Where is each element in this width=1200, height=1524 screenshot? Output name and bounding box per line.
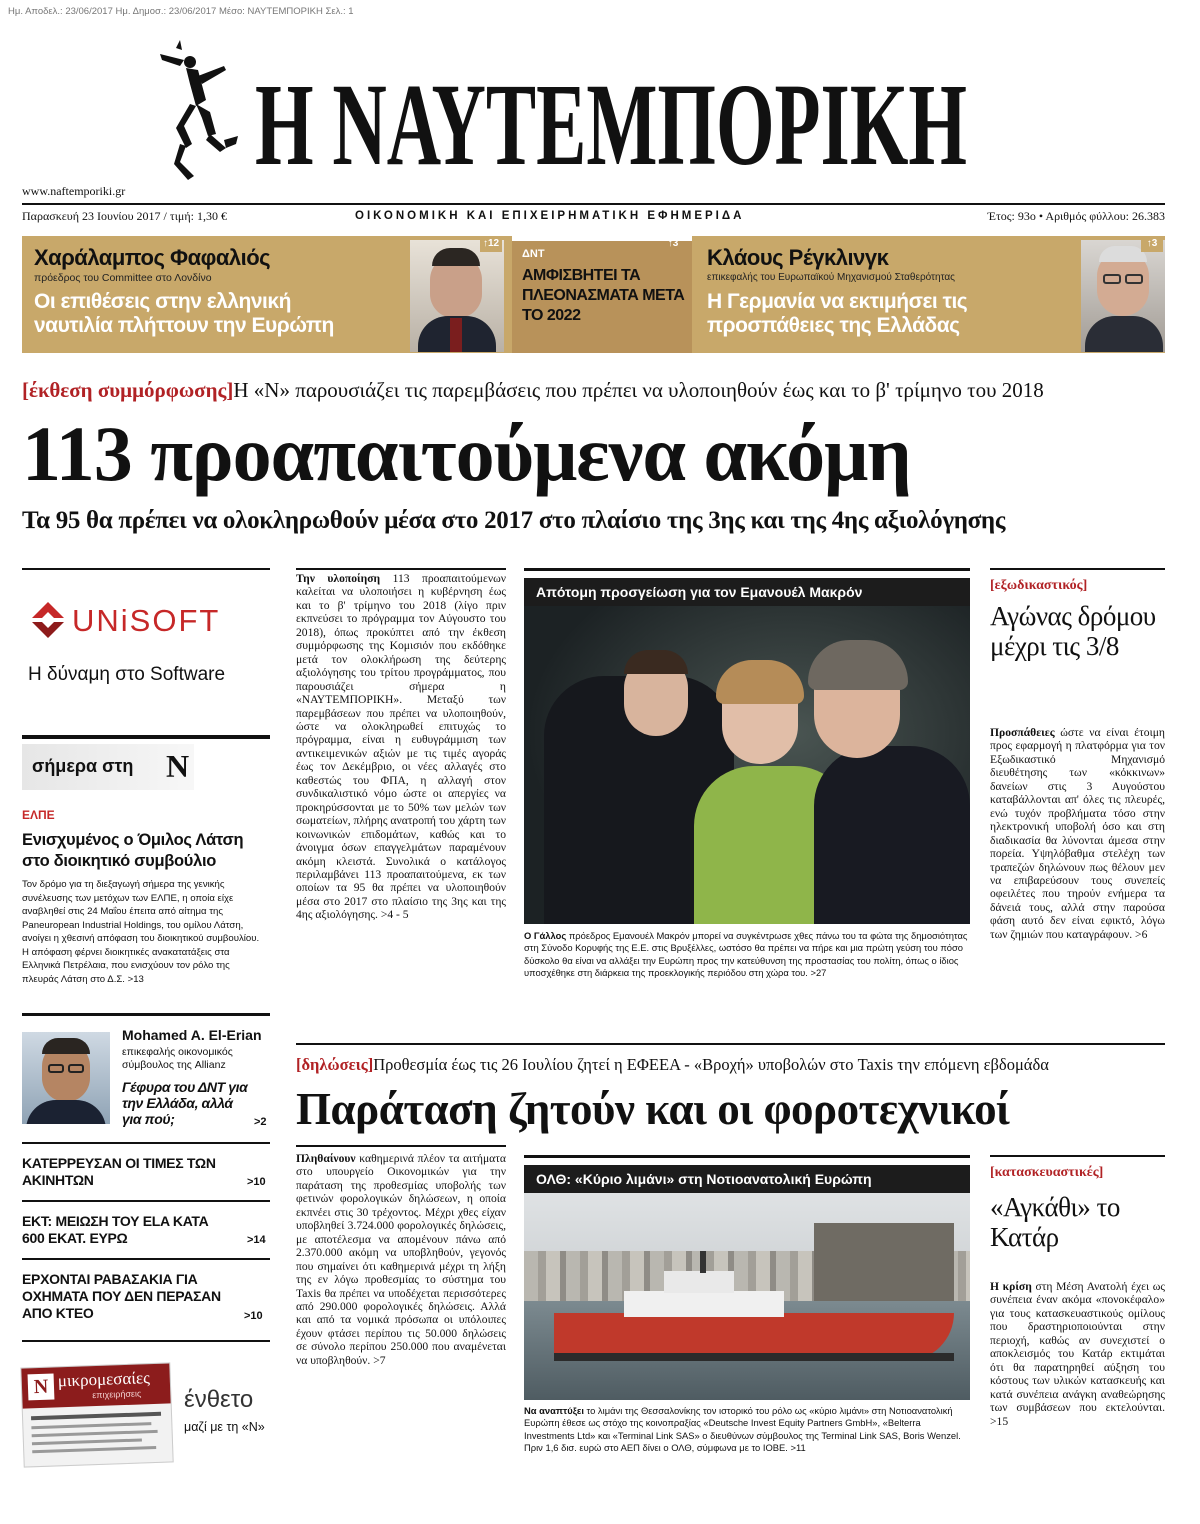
clipping-meta: Ημ. Αποδελ.: 23/06/2017 Ημ. Δημοσ.: 23/06/2017 Μέσο: ΝΑΥΤΕΜΠΟΡΙΚΗ Σελ.: 1 <box>8 6 354 17</box>
teaser-left-role: πρόεδρος του Committee στο Λονδίνο <box>34 272 212 284</box>
teaser-left-headline: Οι επιθέσεις στην ελληνική ναυτιλία πλήττουν την Ευρώπη <box>34 290 334 337</box>
teaser-right-role: επικεφαλής του Ευρωπαϊκού Μηχανισμού Σταθερότητας <box>707 272 955 283</box>
el-erian-quote: Γέφυρα του ΔΝΤ για την Ελλάδα, αλλά για πού; <box>122 1079 248 1127</box>
brief-property-page: >10 <box>247 1176 266 1188</box>
brief-ecb-headline[interactable]: ΕΚΤ: ΜΕΙΩΣΗ ΤΟΥ ELA ΚΑΤΑ 600 ΕΚΑΤ. ΕΥΡΩ <box>22 1213 209 1246</box>
side-bottom-tag: [κατασκευαστικές] <box>990 1165 1104 1180</box>
fafalios-portrait <box>410 240 504 352</box>
teaser-strip <box>22 236 1165 353</box>
unisoft-brand: UNiSOFT <box>72 603 221 638</box>
teaser-right-page: ↑3 <box>1141 238 1163 252</box>
teaser-left-page: ↑12 <box>480 238 502 252</box>
brief-property-headline[interactable]: ΚΑΤΕΡΡΕΥΣΑΝ ΟΙ ΤΙΜΕΣ ΤΩΝ ΑΚΙΝΗΤΩΝ <box>22 1155 216 1188</box>
insert-with: μαζί με τη «Ν» <box>184 1420 265 1434</box>
photo-top-title: Απότομη προσγείωση για τον Εμανουέλ Μακρόν <box>524 578 970 606</box>
photo-bottom-caption: Να αναπτύξει το λιμάνι της Θεσσαλονίκης τον ιστορικό του ρόλο ως «κύριο λιμάνι» στη Νοτιοανατολική Ευρώπη έθεσε ως στόχο της κοινοπραξίας «Deutsche Invest Equity Partners GmbH», «Belterra Investments Ltd» και «Terminal Link SAS» ο διευθύνων σύμβουλος της Terminal Link SAS, Boris Wenzel. Πριν 1,6 δισ. ευρώ στο ΑΕΠ δίνει ο ΟΛΘ, σύμφωνα με το ΙΟΒΕ. >11 <box>524 1405 961 1453</box>
photo-top-caption: Ο Γάλλος πρόεδρος Εμανουέλ Μακρόν μπορεί να συγκέντρωσε χθες πάνω του τα φώτα της δημοσιότητας στη Σύνοδο Κορυφής της Ε.Ε. στις Βρυξέλλες, ωστόσο θα πρέπει να πήρε και μια πρώτη γεύση του πόσο δύσκολο θα είναι να αλλάξει την Ευρώπη προς την κατεύθυνση της προστασίας του πολίτη, όπως ο ίδιος υποσχέθηκε στη διάρκεια της προεκλογικής περιόδου στη χώρα του. >27 <box>524 930 968 978</box>
photo-bottom-title: ΟΛΘ: «Κύριο λιμάνι» στη Νοτιοανατολική Ευρώπη <box>524 1165 970 1193</box>
lead-tag: [έκθεση συμμόρφωσης] <box>22 378 234 402</box>
teaser-center-kicker: ΔΝΤ <box>522 248 545 260</box>
teaser-right-name: Κλάους Ρέγκλινγκ <box>707 245 889 270</box>
teaser-left-name: Χαράλαμπος Φαφαλιός <box>34 245 271 270</box>
el-erian-page: >2 <box>254 1116 267 1128</box>
side-bottom-headline[interactable]: «Αγκάθι» το Κατάρ <box>990 1192 1120 1252</box>
brief-kteo-page: >10 <box>244 1310 263 1322</box>
el-erian-name[interactable]: Mohamed A. El-Erian <box>122 1027 262 1043</box>
regling-portrait <box>1081 240 1165 352</box>
teaser-center-headline: ΑΜΦΙΣΒΗΤΕΙ ΤΑ ΠΛΕΟΝΑΣΜΑΤΑ ΜΕΤΑ ΤΟ 2022 <box>522 267 685 324</box>
teaser-left[interactable] <box>22 236 507 353</box>
insert-title: μικρομεσαίες <box>57 1368 151 1391</box>
insert-label: ένθετο <box>184 1386 254 1413</box>
teaser-center-page: ↑3 <box>667 238 679 249</box>
teaser-right[interactable] <box>697 236 1165 353</box>
side-top-tag: [εξωδικαστικός] <box>990 578 1088 593</box>
brief-ecb-page: >14 <box>247 1234 266 1246</box>
lead-body: Την υλοποίηση 113 προαπαιτούμενων καλείται να υλοποιήσει η κυβέρνηση έως και το β' τρίμηνο του 2018 (λίγο πριν εκπνεύσει το πρόγραμμα τον Αύγουστο του 2018), όπως προκύπτει από την έκθεση συμμόρφωσης της Κομισιόν που εκδόθηκε μετά τον ολοκλήρωση της δεύτερης αξιολόγησης του τρίτου προγράμματος, που παρουσιάζει σήμερα η «ΝΑΥΤΕΜΠΟΡΙΚΗ». Μεταξύ των παρεμβάσεων που πρέπει να υλοποιηθούν, ώστε να ολοκληρωθεί επιτυχώς το πρόγραμμα, είναι η ευθυγράμμιση των αντικειμενικών αξιών με τις τιμές αγοράς έως τον Δεκέμβριο, οι νέες αλλαγές στο καθεστώς του ΦΠΑ, η αλλαγή στον συνδικαλιστικό νόμο ώστε οι απεργίες να προκηρύσσονται με το 50% των μελών των σωματείων, πλήρης ανατροπή του χάρτη των κοινωνικών επιδομάτων, καθώς και το άνοιγμα όσων επαγγελμάτων παραμένουν ακόμη κλειστά. Συνολικά ο κατάλογος περιλαμβάνει 113 προαπαιτούμενα, εκ των οποίων τα 95 θα πρέπει να υλοποιηθούν μέσα στο 2017 στο πλαίσιο της 3ης και της 4ης αξιολόγησης. >4 - 5 <box>296 572 506 922</box>
masthead-tagline: ΟΙΚΟΝΟΜΙΚΗ ΚΑΙ ΕΠΙΧΕΙΡΗΜΑΤΙΚΗ ΕΦΗΜΕΡΙΔΑ <box>355 210 745 222</box>
eu-summit-photo <box>524 606 970 924</box>
second-tag: [δηλώσεις] <box>296 1055 374 1074</box>
second-body: Πληθαίνουν καθημερινά πλέον τα αιτήματα στο υπουργείο Οικονομικών για την παράταση της προθεσμίας υποβολής των φετινών φορολογικών δηλώσεων, η οποία εκπνέει στις 30 τρέχοντος. Μέχρι χθες είχαν υποβληθεί 3.724.000 φορολογικές δηλώσεις, με αποτέλεσμα να απομένουν πάνω από 2.370.000 ακόμη να υποβληθούν, γεγονός που σημαίνει ότι καθημερινά μέχρι τη λήξη της εν λόγω προθεσμίας το σύστημα του Taxis θα πρέπει να υποδέχεται περισσότερες από 290.000 φορολογικές δηλώσεις. Αλλά και από τα νομικά πρόσωπα οι υπόλοιπες έχουν φτάσει περίπου τις 50.000 δηλώσεις σε σύνολο περίπου 250.000 που αναμένεται να υποβληθούν. >7 <box>296 1152 506 1367</box>
side-top-body: Προσπάθειες ώστε να είναι έτοιμη προς εφαρμογή η πλατφόρμα για τον Εξωδικαστικό Μηχανισμό διευθέτησης των «κόκκινων» δανείων στις 3 Αυγούστου καταβάλλονται απ' όλες τις πλευρές, ενώ τυχόν προβλήματα τόσο στην ηλεκτρονική υποβολή όσο και στη διαδικασία θα λύνονται άμεσα στην πορεία. Υψηλόβαθμα στελέχη των τραπεζών δηλώνουν πως θέλουν μεν να επιβαρεύσουν τους συνεπείς οφειλέτες που τηρούν ενήμερα τα δάνειά τους, αλλά στην παρούσα φάση αυτό δεν είναι εφικτό, λόγω των ζημιών που καταγράφουν. >6 <box>990 726 1165 941</box>
date-price: Παρασκευή 23 Ιουνίου 2017 / τιμή: 1,30 € <box>22 209 227 223</box>
elpe-body: Τον δρόμο για τη διεξαγωγή σήμερα της γενικής συνέλευσης των μετόχων των ΕΛΠΕ, η οποία είχε αναβληθεί στις 24 Μαΐου έπειτα από αίτημα της Paneuropean Industrial Holdings, του ομίλου Λάτση, ανοίγει η χθεσινή απόφαση του διοικητικού συμβουλίου. Η απόφαση φέρνει διοικητικές ανακατατάξεις στα Ελληνικά Πετρέλαια, που ενισχύουν τον ρόλο της πλευράς Λάτση στο Δ.Σ. >13 <box>22 879 260 985</box>
svg-text:Η ΝΑΥΤΕΜΠΟΡΙΚΗ: Η ΝΑΥΤΕΜΠΟΡΙΚΗ <box>255 72 967 182</box>
insert-cover[interactable]: Ν μικρομεσαίες επιχειρήσεις <box>20 1362 173 1467</box>
teaser-right-headline: Η Γερμανία να εκτιμήσει τις προσπάθειες της Ελλάδας <box>707 290 968 337</box>
today-badge: σήμερα στη Ν <box>22 744 194 790</box>
second-headline[interactable]: Παράταση ζητούν και οι φοροτεχνικοί <box>296 1084 1010 1134</box>
thessaloniki-port-photo <box>524 1193 970 1400</box>
el-erian-role: επικεφαλής οικονομικός σύμβουλος της Allianz <box>122 1046 233 1071</box>
lead-subhead: Τα 95 θα πρέπει να ολοκληρωθούν μέσα στο 2017 στο πλαίσιο της 3ης και της 4ης αξιολόγησης <box>22 507 1006 534</box>
lead-headline[interactable]: 113 προαπαιτούμενα ακόμη <box>22 410 911 497</box>
hermes-logo-icon <box>150 40 242 190</box>
side-bottom-body: Η κρίση στη Μέση Ανατολή έχει ως συνέπεια έναν ακόμα «πονοκέφαλο» για τους κατασκευαστικούς ομίλους που δραστηριοποιούνται στην περιοχή, καθώς αν συνεχιστεί ο αποκλεισμός του Κατάρ εκτιμάται ότι θα παρατηρηθεί αύξηση του κόστους των υλικών κατασκευής και κατά συνέπεια ανάγκη αναθεώρησης των συμβάσεων που εκτελούνται. >15 <box>990 1280 1165 1428</box>
insert-subtitle: επιχειρήσεις <box>92 1388 142 1401</box>
unisoft-slogan: Η δύναμη στο Software <box>28 664 226 685</box>
el-erian-portrait <box>22 1032 110 1124</box>
website-url[interactable]: www.naftemporiki.gr <box>22 184 126 198</box>
lead-kicker: [έκθεση συμμόρφωσης]Η «Ν» παρουσιάζει τις παρεμβάσεις που πρέπει να υλοποιηθούν έως και το β' τρίμηνο του 2018 <box>22 378 1044 402</box>
issue-number: Έτος: 93ο • Αριθμός φύλλου: 26.383 <box>987 209 1165 223</box>
elpe-headline[interactable]: Ενισχυμένος ο Όμιλος Λάτση στο διοικητικό συμβούλιο <box>22 831 244 870</box>
second-kicker: [δηλώσεις]Προθεσμία έως τις 26 Ιουλίου ζητεί η ΕΦΕΕΑ - «Βροχή» υποβολών στο Taxis την επόμενη εβδομάδα <box>296 1055 1049 1074</box>
teaser-center[interactable] <box>512 236 692 353</box>
brief-kteo-headline[interactable]: ΕΡΧΟΝΤΑΙ ΡΑΒΑΣΑΚΙΑ ΓΙΑ ΟΧΗΜΑΤΑ ΠΟΥ ΔΕΝ ΠΕΡΑΣΑΝ ΑΠΟ ΚΤΕΟ <box>22 1271 221 1321</box>
side-top-headline[interactable]: Αγώνας δρόμου μέχρι τις 3/8 <box>990 601 1156 661</box>
masthead-title <box>255 72 970 182</box>
elpe-tag: ΕΛΠΕ <box>22 808 55 822</box>
unisoft-logo-icon <box>28 600 68 640</box>
